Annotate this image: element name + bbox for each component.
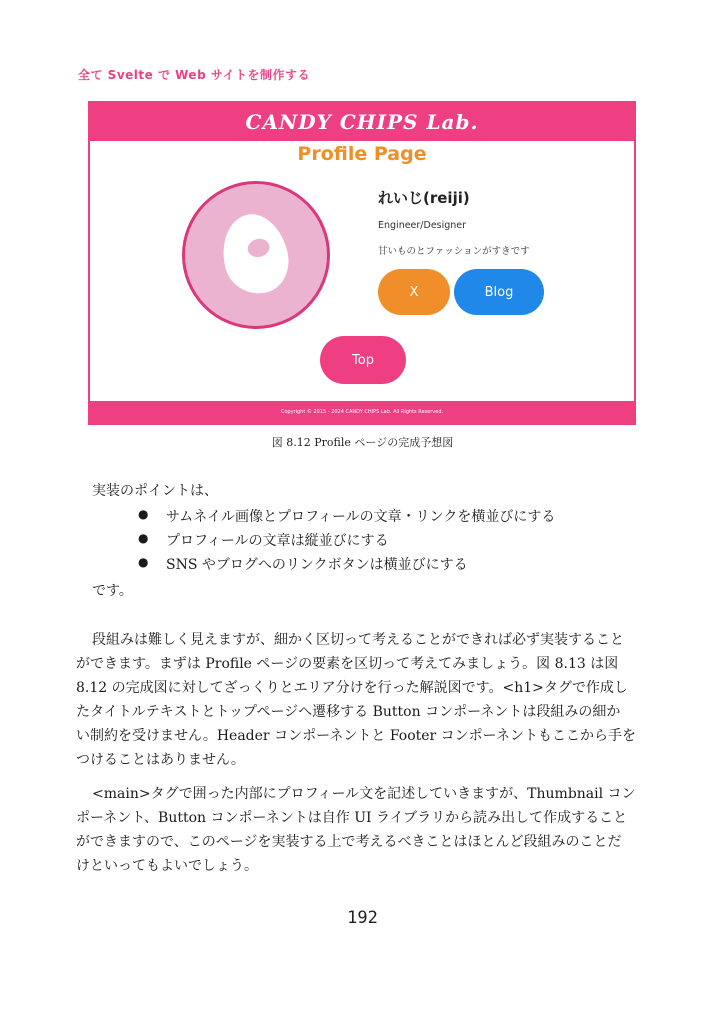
profile-thumbnail: [182, 181, 330, 329]
paragraph-line: ができます。まずは Profile ページの要素を区切って考えてみましょう。図 8.13 は図: [76, 656, 619, 672]
site-logo: CANDY CHIPS Lab.: [245, 110, 479, 134]
site-header: [90, 103, 634, 141]
paragraph-line: 8.12 の完成図に対してざっくりとエリア分けを行った解説図です。<h1>タグで作成し: [76, 680, 628, 696]
bullet-item: SNS やブログへのリンクボタンは横並びにする: [166, 557, 468, 573]
site-page-title: Profile Page: [297, 143, 427, 165]
paragraph-line: <main>タグで囲った内部にプロフィール文を記述していきますが、Thumbnail コン: [92, 786, 636, 802]
paragraph-line: けといってもよいでしょう。: [76, 858, 258, 874]
site-footer: [90, 401, 634, 423]
bullet-icon: ●: [138, 555, 149, 569]
page-number: 192: [347, 908, 378, 928]
figure-caption: 図 8.12 Profile ページの完成予想図: [271, 436, 454, 449]
intro-line: 実装のポイントは、: [92, 483, 218, 499]
profile-role: Engineer/Designer: [378, 220, 467, 231]
paragraph-line: い制約を受けません。Header コンポーネントと Footer コンポーネントもここから手を: [76, 728, 636, 744]
paragraph-line: つけることはありません。: [76, 752, 245, 768]
x-link-button[interactable]: X: [378, 269, 450, 315]
footer-copyright: Copyright © 2015 - 2024 CANDY CHIPS Lab. All Rights Reserved.: [280, 409, 444, 415]
running-head: 全て Svelte で Web サイトを制作する: [78, 68, 311, 82]
paragraph-line: 段組みは難しく見えますが、細かく区切って考えることができれば必ず実装すること: [92, 632, 624, 648]
bullet-item: プロフィールの文章は縦並びにする: [166, 533, 389, 549]
candy-logo-icon: [214, 207, 295, 300]
profile-bio: 甘いものとファッションがすきです: [378, 246, 530, 257]
bullet-icon: ●: [138, 531, 149, 545]
profile-name: れいじ(reiji): [378, 189, 470, 207]
blog-link-button[interactable]: Blog: [454, 269, 544, 315]
outro-line: です。: [92, 583, 133, 599]
profile-page-figure: [88, 101, 636, 425]
paragraph-line: たタイトルテキストとトップページへ遷移する Button コンポーネントは段組みの細か: [76, 704, 621, 720]
bullet-icon: ●: [138, 507, 149, 521]
paragraph-line: ポーネント、Button コンポーネントは自作 UI ライブラリから読み出して作成すること: [76, 810, 628, 826]
top-page-button[interactable]: Top: [320, 336, 406, 384]
paragraph-line: ができますので、このページを実装する上で考えるべきことはほとんど段組みのことだ: [76, 834, 622, 850]
bullet-item: サムネイル画像とプロフィールの文章・リンクを横並びにする: [166, 509, 556, 525]
